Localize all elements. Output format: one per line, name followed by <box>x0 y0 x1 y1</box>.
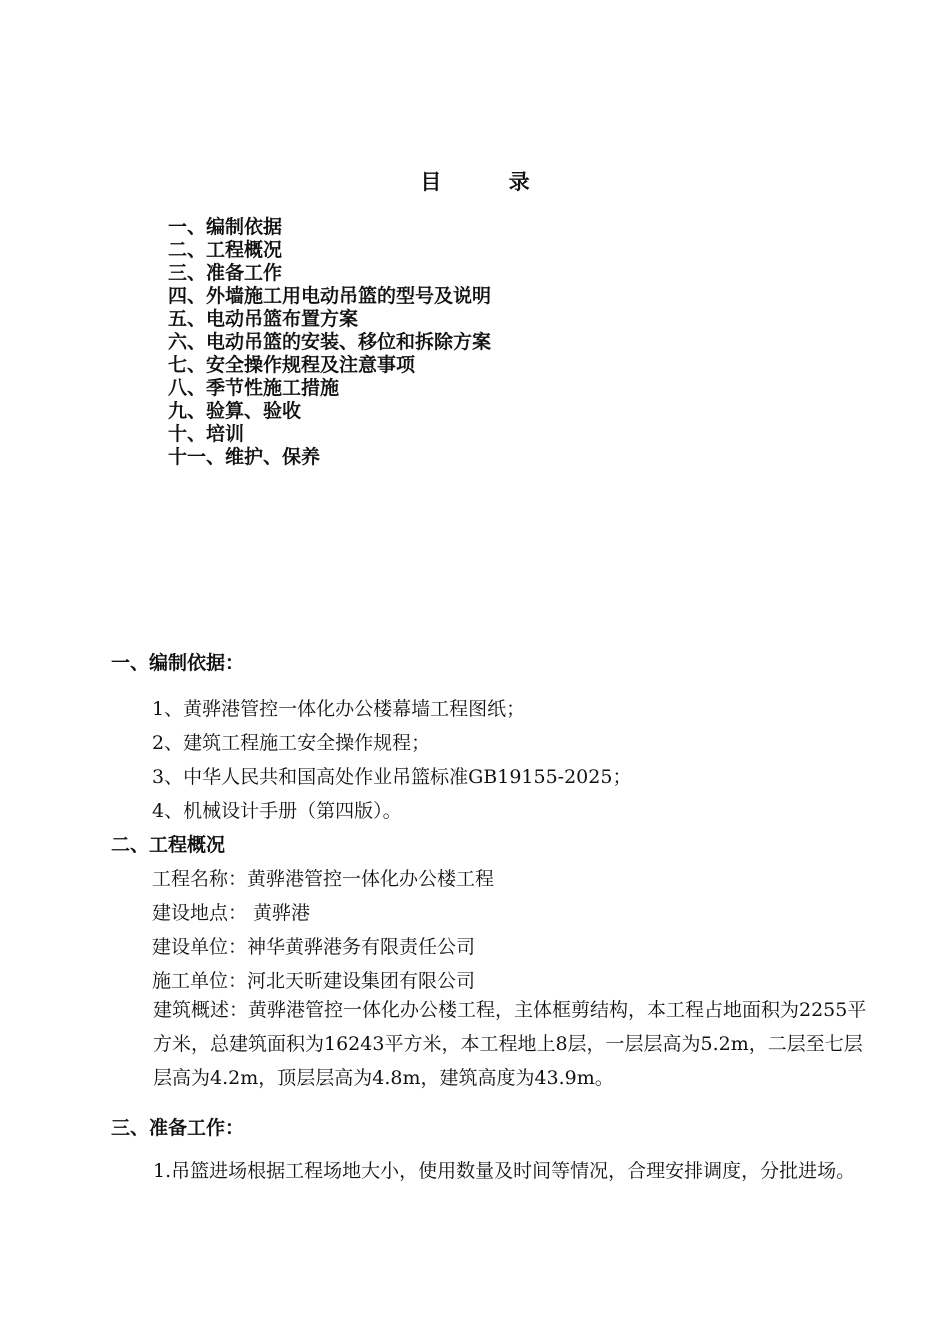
basis-item: 2、建筑工程施工安全操作规程； <box>152 732 431 754</box>
project-owner: 建设单位：神华黄骅港务有限责任公司 <box>152 936 476 958</box>
basis-item: 1、黄骅港管控一体化办公楼幕墙工程图纸； <box>152 698 526 720</box>
project-contractor: 施工单位：河北天昕建设集团有限公司 <box>152 970 476 992</box>
basis-item: 4、机械设计手册（第四版）。 <box>152 800 402 822</box>
section-3-heading: 三、准备工作： <box>111 1117 245 1139</box>
preparation-item-text: 1.吊篮进场根据工程场地大小，使用数量及时间等情况，合理安排调度，分批进场。 <box>153 1160 856 1182</box>
project-overview <box>111 993 871 1095</box>
table-of-contents <box>168 216 491 469</box>
basis-item: 3、中华人民共和国高处作业吊篮标准GB19155-2025； <box>152 766 632 788</box>
toc-item: 九、验算、验收 <box>168 400 302 422</box>
toc-item: 二、工程概况 <box>168 239 283 261</box>
project-overview-text: 建筑概述：黄骅港管控一体化办公楼工程，主体框剪结构，本工程占地面积为2255平方米，总建筑面积为16243平方米，本工程地上8层，一层层高为5.2m，二层至七层层高为4.2m，顶层层高为4.8m，建筑高度为43.9m。 <box>153 999 867 1089</box>
project-name: 工程名称：黄骅港管控一体化办公楼工程 <box>152 868 495 890</box>
toc-item: 八、季节性施工措施 <box>168 377 340 399</box>
preparation-item <box>111 1154 871 1188</box>
toc-item: 十一、维护、保养 <box>168 446 321 468</box>
toc-item: 十、培训 <box>168 423 245 445</box>
toc-item: 七、安全操作规程及注意事项 <box>168 354 416 376</box>
section-1-heading: 一、编制依据： <box>111 652 245 674</box>
toc-title-left: 目 <box>420 170 442 194</box>
toc-title-right: 录 <box>508 170 530 194</box>
section-2-heading: 二、工程概况 <box>111 834 226 856</box>
toc-item: 五、电动吊篮布置方案 <box>168 308 359 330</box>
toc-item: 四、外墙施工用电动吊篮的型号及说明 <box>168 285 492 307</box>
toc-item: 一、编制依据 <box>168 216 283 238</box>
project-location: 建设地点： 黄骅港 <box>152 902 311 924</box>
toc-item: 三、准备工作 <box>168 262 283 284</box>
toc-title <box>0 166 950 196</box>
toc-item: 六、电动吊篮的安装、移位和拆除方案 <box>168 331 492 353</box>
